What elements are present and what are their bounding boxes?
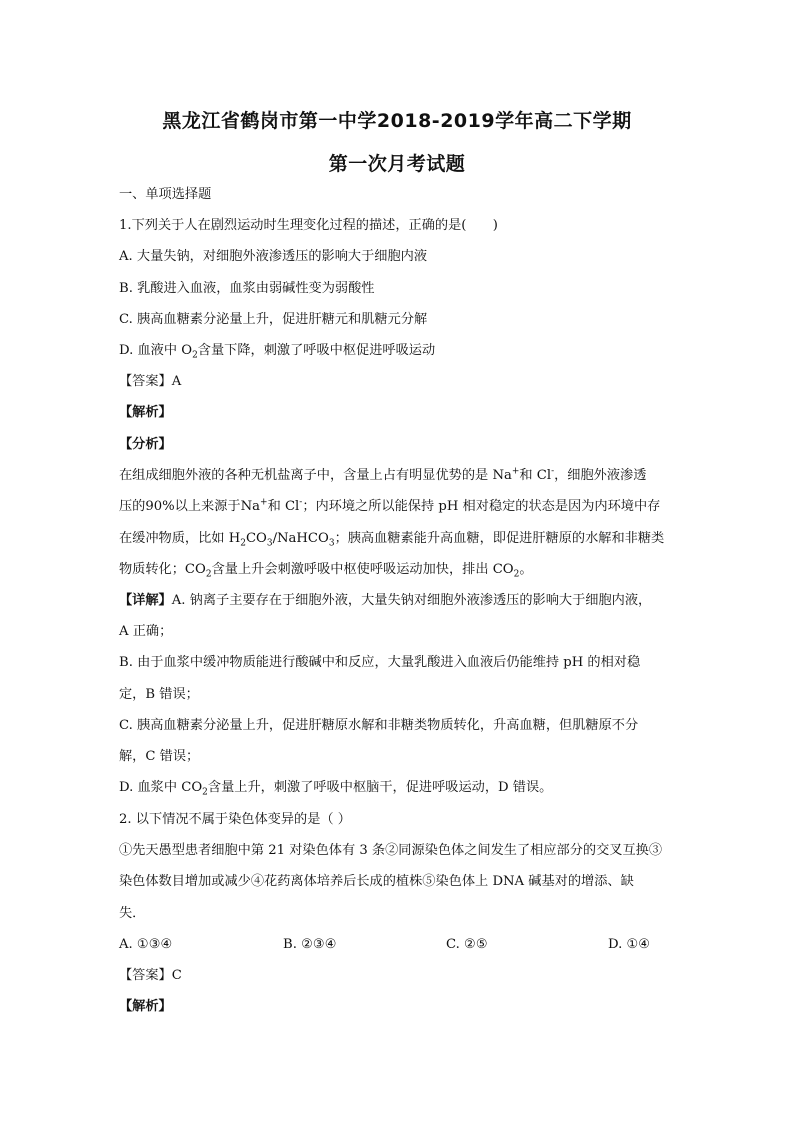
q1-d-sub: 2 bbox=[192, 350, 198, 361]
a2-mid: 和 Cl bbox=[267, 499, 300, 514]
q1-option-c: C. 胰高血糖素分泌量上升，促进肝糖元和肌糖元分解 bbox=[119, 312, 428, 327]
q1-detail-line5: C. 胰高血糖素分泌量上升，促进肝糖原水解和非糖类物质转化，升高血糖，但肌糖原不分 bbox=[119, 718, 639, 733]
q1-analysis-line3 bbox=[119, 530, 679, 548]
detail-label: 【详解】 bbox=[119, 593, 172, 608]
q1-analysis-line1 bbox=[119, 467, 679, 485]
q1-analysis-line4 bbox=[119, 561, 679, 579]
a1-mid: 和 Cl bbox=[519, 468, 552, 483]
q1-answer: 【答案】A bbox=[119, 374, 182, 389]
a1-sup1: + bbox=[511, 466, 520, 477]
q1-option-b: B. 乳酸进入血液，血浆由弱碱性变为弱酸性 bbox=[119, 281, 375, 296]
q1-detail-line4: 定，B 错误； bbox=[119, 687, 199, 702]
q1-detail-line6: 解，C 错误； bbox=[119, 749, 200, 764]
q2-body-line2: 染色体数目增加或减少④花药离体培养后长成的植株⑤染色体上 DNA 碱基对的增添、缺 bbox=[119, 874, 634, 889]
q2-option-c: C. ②⑤ bbox=[446, 937, 488, 952]
a2-sup1: + bbox=[260, 497, 268, 508]
q2-option-b: B. ②③④ bbox=[283, 937, 337, 952]
a1-pre: 在组成细胞外液的各种无机盐离子中，含量上占有明显优势的是 Na bbox=[119, 468, 512, 483]
q2-options bbox=[119, 936, 679, 954]
a2-post: ；内环境之所以能保持 pH 相对稳定的状态是因为内环境中存 bbox=[302, 499, 661, 514]
document-title-line1: 黑龙江省鹤岗市第一中学2018-2019学年高二下学期 bbox=[162, 110, 632, 132]
a4-mid: 含量上升会刺激呼吸中枢使呼吸运动加快，排出 CO bbox=[211, 562, 514, 577]
q2-jiexi: 【解析】 bbox=[119, 999, 172, 1014]
q2-option-a: A. ①③④ bbox=[119, 937, 173, 952]
d7-post: 含量上升，刺激了呼吸中枢脑干，促进呼吸运动，D 错误。 bbox=[207, 780, 553, 795]
d7-pre: D. 血浆中 CO bbox=[119, 780, 203, 795]
a3-post: ；胰高血糖素能升高血糖，即促进肝糖原的水解和非糖类 bbox=[334, 531, 665, 546]
section-heading: 一、单项选择题 bbox=[119, 187, 212, 202]
q1-fenxi: 【分析】 bbox=[119, 437, 172, 452]
q1-jiexi: 【解析】 bbox=[119, 405, 172, 420]
detail-1-text: A. 钠离子主要存在于细胞外液，大量失钠对细胞外液渗透压的影响大于细胞内液， bbox=[171, 593, 652, 608]
document-title-line2: 第一次月考试题 bbox=[328, 153, 466, 175]
a1-post: ，细胞外液渗透 bbox=[554, 468, 647, 483]
a2-sup2: - bbox=[299, 497, 303, 508]
a4-sub2: 2 bbox=[513, 569, 520, 580]
d7-sub: 2 bbox=[202, 787, 208, 798]
q1-option-a: A. 大量失钠，对细胞外液渗透压的影响大于细胞内液 bbox=[119, 249, 428, 264]
a4-sub1: 2 bbox=[205, 569, 212, 580]
q1-detail-line7 bbox=[119, 779, 679, 797]
q1-d-pre: D. 血液中 O bbox=[119, 343, 193, 358]
q1-detail-line3: B. 由于血浆中缓冲物质能进行酸碱中和反应，大量乳酸进入血液后仍能维持 pH 的相对稳 bbox=[119, 655, 641, 670]
a1-sup2: - bbox=[551, 466, 555, 477]
q1-d-post: 含量下降，刺激了呼吸中枢促进呼吸运动 bbox=[197, 343, 436, 358]
a3-mid1: CO bbox=[245, 531, 267, 546]
q2-body-line1: ①先天愚型患者细胞中第 21 对染色体有 3 条②同源染色体之间发生了相应部分的交叉互换③ bbox=[119, 843, 663, 858]
q1-detail-line2: A 正确； bbox=[119, 624, 173, 639]
a3-pre: 在缓冲物质，比如 H bbox=[119, 531, 241, 546]
a3-sub1: 2 bbox=[240, 538, 246, 549]
q2-stem: 2. 以下情况不属于染色体变异的是（ ） bbox=[119, 812, 351, 827]
q1-detail-line1 bbox=[119, 592, 679, 610]
a3-sub2: 3 bbox=[266, 538, 273, 549]
a4-pre: 物质转化；CO bbox=[119, 562, 206, 577]
a4-post: 。 bbox=[519, 562, 533, 577]
a2-pre: 压的90%以上来源于Na bbox=[119, 499, 261, 514]
q1-analysis-line2 bbox=[119, 498, 679, 516]
q1-option-d bbox=[119, 342, 679, 360]
q2-body-line3: 失． bbox=[119, 906, 146, 921]
q1-stem: 1.下列关于人在剧烈运动时生理变化过程的描述，正确的是( ) bbox=[119, 218, 498, 233]
q2-answer: 【答案】C bbox=[119, 968, 182, 983]
q2-option-d: D. ①④ bbox=[608, 937, 651, 952]
a3-mid2: /NaHCO bbox=[272, 531, 329, 546]
a3-sub3: 3 bbox=[328, 538, 335, 549]
